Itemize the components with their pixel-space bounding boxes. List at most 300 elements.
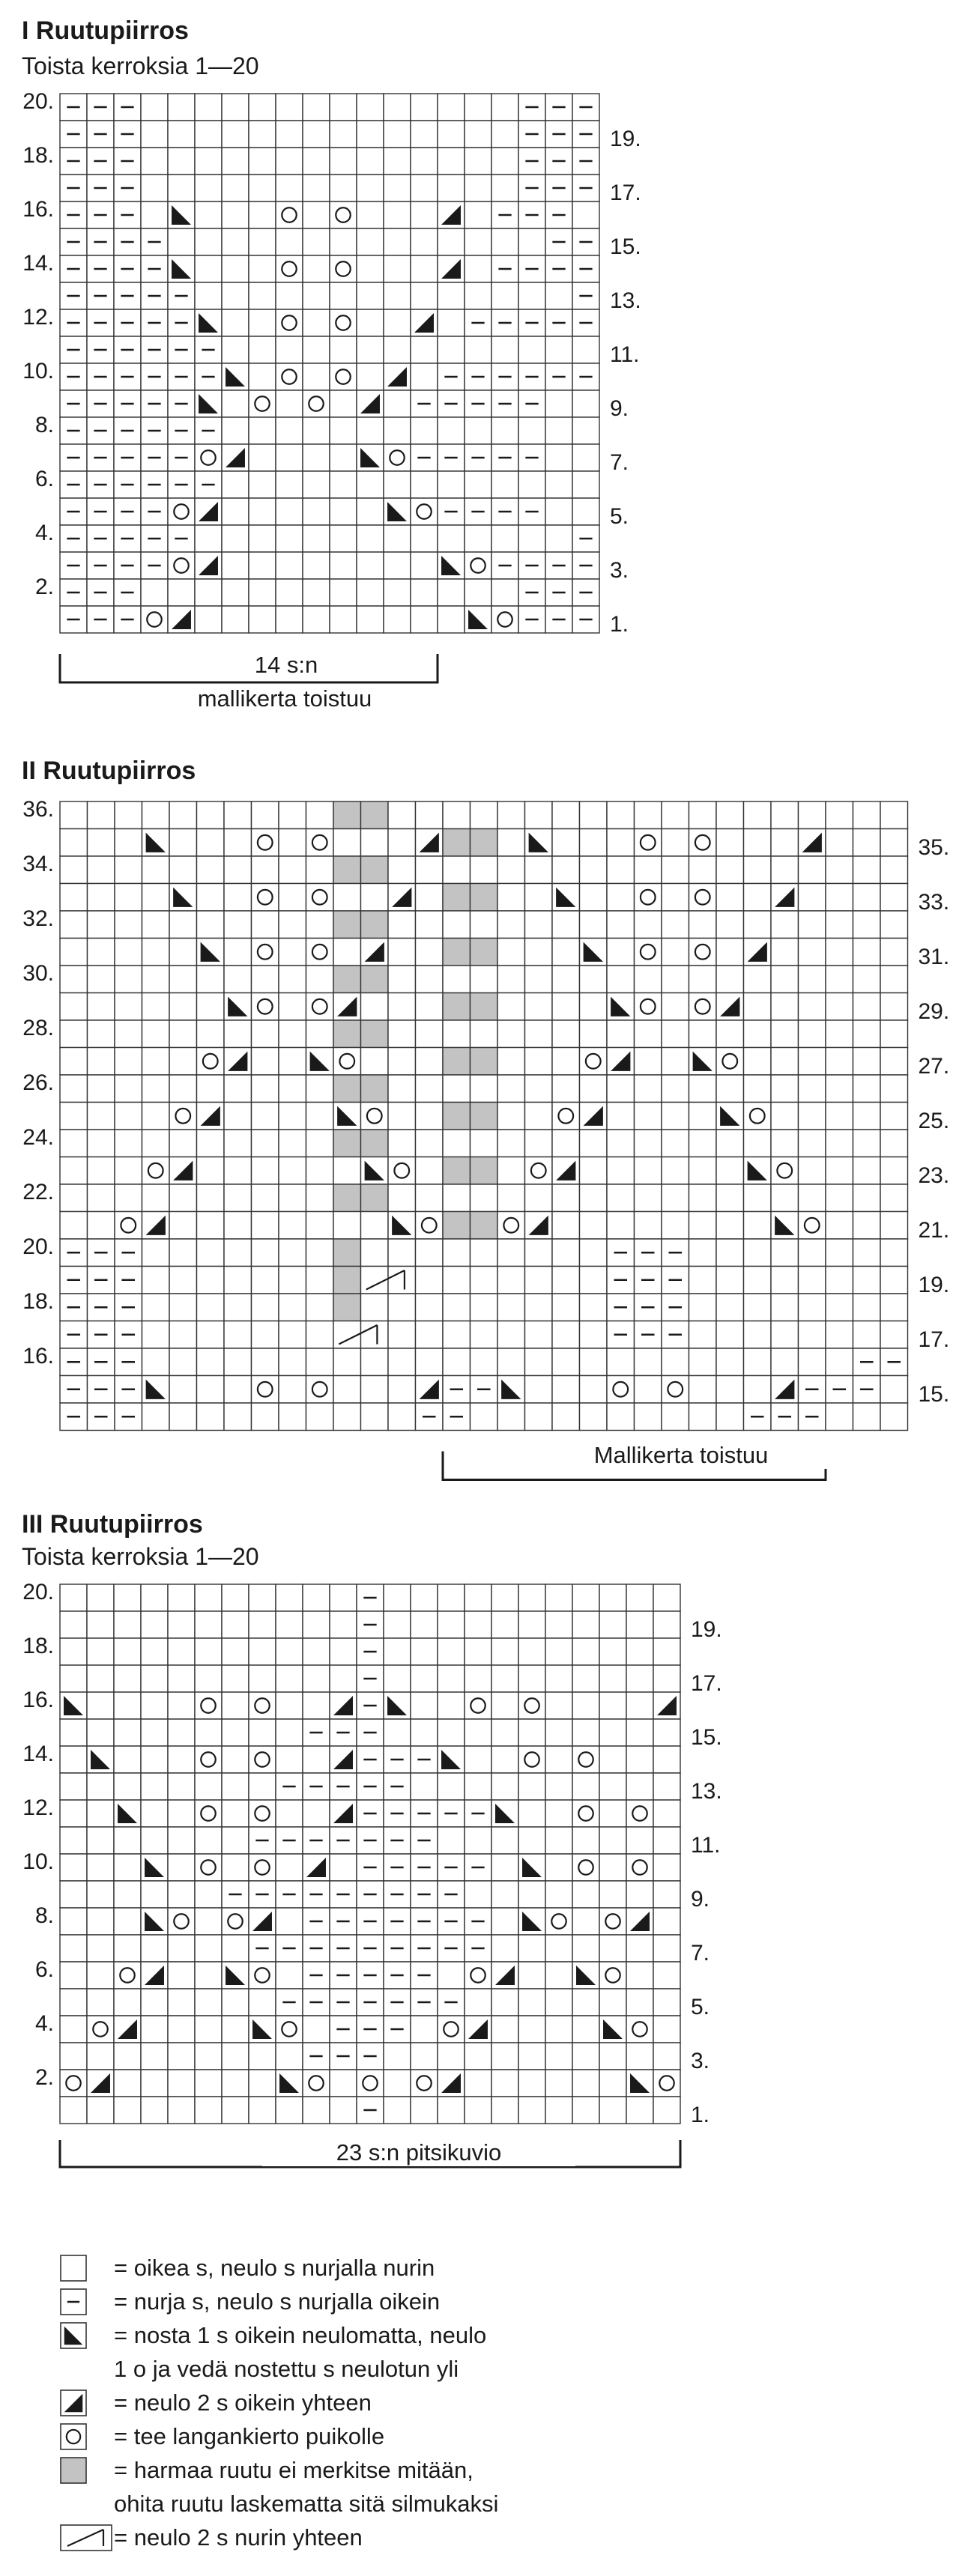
row-label-left: 14.: [22, 250, 54, 276]
chart-cell: [224, 1075, 252, 1103]
chart-cell: [384, 228, 411, 255]
chart-cell: [465, 1638, 491, 1665]
chart-cell: [491, 1665, 518, 1692]
chart-cell: [306, 1348, 334, 1376]
chart-cell: [518, 1800, 545, 1827]
chart-cell: [197, 1239, 225, 1267]
chart-cell: [195, 1692, 222, 1719]
chart-cell: [388, 1376, 416, 1404]
chart-cell: [276, 606, 303, 633]
chart-cell: [306, 1321, 334, 1349]
chart-cell: [443, 1184, 471, 1212]
chart-cell: [465, 1989, 491, 2016]
chart-cell: [279, 1403, 306, 1431]
chart-cell: [357, 228, 384, 255]
chart-cell: [497, 966, 525, 993]
chart-cell: [388, 1321, 416, 1349]
chart-cell: [252, 1294, 279, 1321]
chart-cell: [249, 1611, 276, 1638]
chart-cell: [169, 829, 197, 857]
chart-cell: [87, 1881, 114, 1908]
chart-cell: [689, 856, 717, 884]
chart-cell: [716, 856, 744, 884]
row-label-right: 15.: [918, 1382, 950, 1407]
chart-cell: [222, 228, 249, 255]
chart-cell: [465, 2097, 491, 2124]
chart-cell: [224, 1348, 252, 1376]
chart-cell: [384, 201, 411, 228]
chart-cell: [744, 884, 772, 912]
chart-cell: [169, 966, 197, 993]
chart-cell: [689, 1348, 717, 1376]
chart-cell: [168, 2070, 195, 2097]
chart-cell: [222, 336, 249, 363]
chart-cell: [195, 1908, 222, 1935]
chart-cell: [497, 801, 525, 829]
chart-cell: [826, 993, 853, 1021]
chart-cell: [525, 966, 553, 993]
chart-cell: [716, 1403, 744, 1431]
chart-cell: [388, 911, 416, 939]
chart-cell: [303, 363, 330, 390]
chart-cell: [771, 1267, 799, 1294]
chart-cell: [388, 993, 416, 1021]
chart-cell: [249, 1719, 276, 1746]
chart-cell: [222, 2097, 249, 2124]
chart-cell: [438, 2016, 465, 2043]
row-label-left: 32.: [22, 906, 54, 932]
chart-cell: [491, 1908, 518, 1935]
chart-cell: [388, 1294, 416, 1321]
chart-cell: [384, 175, 411, 201]
chart-cell: [626, 1989, 653, 2016]
chart-cell: [689, 884, 717, 912]
chart-cell: [168, 1800, 195, 1827]
chart-cell: [471, 1048, 498, 1076]
chart-cell: [279, 1376, 306, 1404]
chart-cell: [438, 525, 465, 552]
chart-cell: [552, 1294, 580, 1321]
chart-cell: [169, 801, 197, 829]
chart-cell: [465, 1611, 491, 1638]
chart-cell: [491, 1692, 518, 1719]
chart-cell: [552, 1267, 580, 1294]
chart-cell: [279, 1212, 306, 1240]
chart-cell: [880, 1267, 908, 1294]
chart-cell: [60, 1854, 87, 1881]
chart-cell: [497, 1239, 525, 1267]
chart-cell: [552, 1130, 580, 1157]
chart-cell: [249, 1962, 276, 1989]
chart-cell: [303, 606, 330, 633]
chart-cell: [552, 1075, 580, 1103]
chart1-grid: [0, 86, 641, 730]
chart-cell: [306, 1294, 334, 1321]
chart-cell: [222, 1800, 249, 1827]
chart-cell: [142, 1321, 170, 1349]
chart-cell: [252, 939, 279, 966]
chart-cell: [361, 829, 389, 857]
chart-cell: [224, 1184, 252, 1212]
chart-cell: [303, 471, 330, 498]
chart-cell: [491, 1854, 518, 1881]
chart-cell: [361, 1239, 389, 1267]
chart-cell: [306, 801, 334, 829]
row-label-left: 28.: [22, 1016, 54, 1041]
chart2-title: II Ruutupiirros: [22, 757, 196, 785]
legend-symbol-p2tog-icon: [60, 2524, 112, 2551]
chart-cell: [689, 939, 717, 966]
chart-cell: [635, 939, 662, 966]
chart-cell: [222, 471, 249, 498]
chart-cell: [197, 1348, 225, 1376]
chart-cell: [799, 1130, 826, 1157]
chart-cell: [169, 1239, 197, 1267]
chart-cell: [471, 829, 498, 857]
chart-cell: [853, 1321, 881, 1349]
chart-cell: [357, 255, 384, 282]
chart-cell: [276, 121, 303, 148]
chart-cell: [361, 1376, 389, 1404]
chart-cell: [518, 471, 545, 498]
chart-cell: [552, 1184, 580, 1212]
chart-cell: [222, 309, 249, 336]
chart-cell: [306, 1020, 334, 1048]
chart-cell: [826, 1075, 853, 1103]
chart-cell: [662, 856, 689, 884]
chart-cell: [471, 1239, 498, 1267]
chart-cell: [303, 579, 330, 606]
chart-cell: [197, 1294, 225, 1321]
chart-cell: [303, 336, 330, 363]
chart-cell: [195, 606, 222, 633]
chart-cell: [195, 1854, 222, 1881]
chart-cell: [744, 1212, 772, 1240]
chart-cell: [744, 829, 772, 857]
legend-text: = nurja s, neulo s nurjalla oikein: [114, 2288, 441, 2315]
chart-cell: [662, 1348, 689, 1376]
chart-cell: [635, 1403, 662, 1431]
chart-cell: [252, 884, 279, 912]
chart-cell: [653, 1611, 680, 1638]
chart-cell: [799, 1294, 826, 1321]
chart-cell: [626, 1881, 653, 1908]
chart-cell: [411, 282, 438, 309]
chart-cell: [572, 1935, 599, 1962]
chart-cell: [306, 1075, 334, 1103]
chart-cell: [303, 1692, 330, 1719]
chart-cell: [443, 856, 471, 884]
chart-cell: [357, 417, 384, 444]
chart-cell: [525, 884, 553, 912]
chart-cell: [716, 911, 744, 939]
chart-cell: [826, 939, 853, 966]
chart-cell: [443, 1103, 471, 1130]
chart-cell: [141, 1611, 168, 1638]
chart-cell: [853, 884, 881, 912]
chart-cell: [222, 121, 249, 148]
chart-cell: [252, 1267, 279, 1294]
chart-cell: [276, 94, 303, 121]
chart-cell: [599, 1881, 626, 1908]
chart-cell: [471, 1321, 498, 1349]
chart-cell: [224, 1321, 252, 1349]
chart-cell: [411, 1719, 438, 1746]
row-label-right: 25.: [918, 1109, 950, 1134]
chart-cell: [195, 1665, 222, 1692]
legend-text: 1 o ja vedä nostettu s neulotun yli: [114, 2356, 459, 2382]
chart-cell: [599, 1827, 626, 1854]
chart-cell: [689, 1020, 717, 1048]
chart-cell: [303, 2016, 330, 2043]
chart-cell: [222, 94, 249, 121]
chart-cell: [333, 1294, 361, 1321]
chart-cell: [607, 939, 635, 966]
chart-cell: [330, 390, 357, 417]
chart-cell: [169, 939, 197, 966]
chart-cell: [744, 1184, 772, 1212]
chart-cell: [626, 1827, 653, 1854]
chart-cell: [607, 1403, 635, 1431]
chart-cell: [197, 801, 225, 829]
chart-cell: [580, 829, 608, 857]
chart-cell: [744, 1103, 772, 1130]
chart1-caption-line2: mallikerta toistuu: [197, 685, 372, 712]
chart-cell: [411, 498, 438, 525]
chart-cell: [771, 1130, 799, 1157]
chart-cell: [626, 2043, 653, 2070]
chart-cell: [471, 1075, 498, 1103]
chart-cell: [716, 966, 744, 993]
row-label-right: 13.: [610, 288, 641, 314]
chart-cell: [249, 363, 276, 390]
chart-cell: [491, 175, 518, 201]
chart-cell: [384, 390, 411, 417]
chart-cell: [525, 1348, 553, 1376]
chart-cell: [60, 1130, 88, 1157]
row-label-left: 36.: [22, 797, 54, 822]
chart-cell: [249, 309, 276, 336]
chart-cell: [716, 1048, 744, 1076]
chart-cell: [771, 993, 799, 1021]
chart-cell: [141, 148, 168, 175]
chart-cell: [525, 1239, 553, 1267]
chart-cell: [333, 1239, 361, 1267]
chart-cell: [545, 282, 572, 309]
chart-cell: [197, 1048, 225, 1076]
chart-cell: [826, 801, 853, 829]
chart-cell: [114, 1773, 141, 1800]
chart-cell: [438, 1665, 465, 1692]
chart-cell: [689, 829, 717, 857]
chart-cell: [357, 498, 384, 525]
row-label-right: 19.: [918, 1273, 950, 1298]
chart-cell: [465, 1827, 491, 1854]
chart-cell: [744, 911, 772, 939]
chart-cell: [416, 1048, 444, 1076]
row-label-left: 10.: [22, 358, 54, 384]
chart-cell: [689, 911, 717, 939]
chart-cell: [357, 336, 384, 363]
chart-cell: [880, 1048, 908, 1076]
chart-cell: [826, 1239, 853, 1267]
chart-cell: [361, 1321, 389, 1349]
chart-cell: [222, 201, 249, 228]
chart-cell: [169, 1376, 197, 1404]
chart-cell: [384, 121, 411, 148]
chart-cell: [662, 966, 689, 993]
chart-cell: [438, 336, 465, 363]
chart-cell: [580, 1376, 608, 1404]
chart-cell: [525, 801, 553, 829]
chart-cell: [653, 1773, 680, 1800]
chart-cell: [114, 1611, 141, 1638]
chart-cell: [572, 1692, 599, 1719]
chart-cell: [411, 525, 438, 552]
chart-cell: [276, 336, 303, 363]
chart-cell: [626, 1665, 653, 1692]
chart-cell: [438, 471, 465, 498]
chart-cell: [572, 1719, 599, 1746]
chart-cell: [333, 801, 361, 829]
chart-cell: [497, 1157, 525, 1185]
chart-cell: [249, 1989, 276, 2016]
chart-cell: [438, 1827, 465, 1854]
chart-cell: [252, 1239, 279, 1267]
legend-symbol-slip-icon: [60, 2322, 87, 2349]
chart-cell: [653, 1881, 680, 1908]
chart-cell: [303, 444, 330, 471]
chart-cell: [361, 1212, 389, 1240]
chart-cell: [545, 1611, 572, 1638]
chart-cell: [142, 1348, 170, 1376]
row-label-right: 9.: [691, 1887, 710, 1912]
chart-cell: [525, 1020, 553, 1048]
chart-cell: [60, 1989, 87, 2016]
chart-cell: [222, 1989, 249, 2016]
chart-cell: [662, 1103, 689, 1130]
chart-cell: [853, 1048, 881, 1076]
chart-cell: [87, 1584, 114, 1611]
chart-cell: [799, 1103, 826, 1130]
chart-cell: [689, 1157, 717, 1185]
chart-cell: [115, 801, 142, 829]
chart-cell: [518, 2043, 545, 2070]
row-label-left: 4.: [34, 520, 54, 545]
chart-cell: [552, 1212, 580, 1240]
chart-cell: [279, 1348, 306, 1376]
chart-cell: [545, 336, 572, 363]
chart-cell: [497, 884, 525, 912]
chart-cell: [545, 2016, 572, 2043]
row-label-left: 26.: [22, 1070, 54, 1096]
row-label-right: 5.: [610, 504, 629, 530]
chart-cell: [491, 1827, 518, 1854]
chart-cell: [853, 1020, 881, 1048]
chart-cell: [635, 1048, 662, 1076]
chart-cell: [361, 801, 389, 829]
chart-cell: [142, 1267, 170, 1294]
chart-cell: [471, 1130, 498, 1157]
chart-cell: [115, 993, 142, 1021]
chart-cell: [142, 856, 170, 884]
chart-cell: [142, 1157, 170, 1185]
chart-cell: [384, 1611, 411, 1638]
chart-cell: [384, 417, 411, 444]
chart-cell: [799, 884, 826, 912]
chart-cell: [744, 856, 772, 884]
chart-cell: [545, 1692, 572, 1719]
chart-cell: [249, 390, 276, 417]
chart-cell: [195, 1584, 222, 1611]
chart-cell: [115, 1103, 142, 1130]
chart-cell: [853, 1130, 881, 1157]
chart-cell: [142, 1020, 170, 1048]
chart-cell: [224, 966, 252, 993]
chart-cell: [599, 1584, 626, 1611]
chart-cell: [222, 1908, 249, 1935]
chart-cell: [626, 1584, 653, 1611]
chart-cell: [552, 911, 580, 939]
chart-cell: [88, 1075, 115, 1103]
chart-cell: [142, 1294, 170, 1321]
chart-cell: [826, 1267, 853, 1294]
chart-cell: [60, 1075, 88, 1103]
chart-cell: [303, 175, 330, 201]
chart-cell: [330, 201, 357, 228]
chart-cell: [141, 175, 168, 201]
chart-cell: [276, 525, 303, 552]
row-label-left: 10.: [22, 1849, 54, 1874]
chart-cell: [416, 1157, 444, 1185]
row-label-right: 21.: [918, 1218, 950, 1243]
chart-cell: [276, 579, 303, 606]
chart-cell: [88, 1048, 115, 1076]
chart-cell: [518, 2016, 545, 2043]
chart-cell: [114, 2070, 141, 2097]
chart-cell: [653, 1962, 680, 1989]
chart-cell: [168, 1908, 195, 1935]
chart-cell: [88, 1184, 115, 1212]
chart-cell: [224, 911, 252, 939]
chart-cell: [222, 2016, 249, 2043]
chart-cell: [626, 1719, 653, 1746]
chart-cell: [689, 1321, 717, 1349]
chart-cell: [572, 336, 599, 363]
chart-cell: [635, 1376, 662, 1404]
chart-cell: [607, 884, 635, 912]
chart-cell: [195, 1800, 222, 1827]
chart-cell: [114, 1665, 141, 1692]
chart-cell: [716, 1020, 744, 1048]
chart-cell: [572, 1854, 599, 1881]
chart-cell: [689, 1403, 717, 1431]
chart-cell: [465, 1773, 491, 1800]
chart-cell: [361, 1103, 389, 1130]
chart-cell: [525, 1075, 553, 1103]
chart-cell: [653, 1908, 680, 1935]
chart-cell: [438, 282, 465, 309]
chart-cell: [361, 1048, 389, 1076]
chart-cell: [716, 1348, 744, 1376]
chart-cell: [545, 444, 572, 471]
chart-cell: [222, 1827, 249, 1854]
chart-cell: [141, 1638, 168, 1665]
chart-cell: [249, 2097, 276, 2124]
chart-cell: [195, 2016, 222, 2043]
chart-cell: [357, 175, 384, 201]
row-label-right: 11.: [610, 342, 640, 368]
